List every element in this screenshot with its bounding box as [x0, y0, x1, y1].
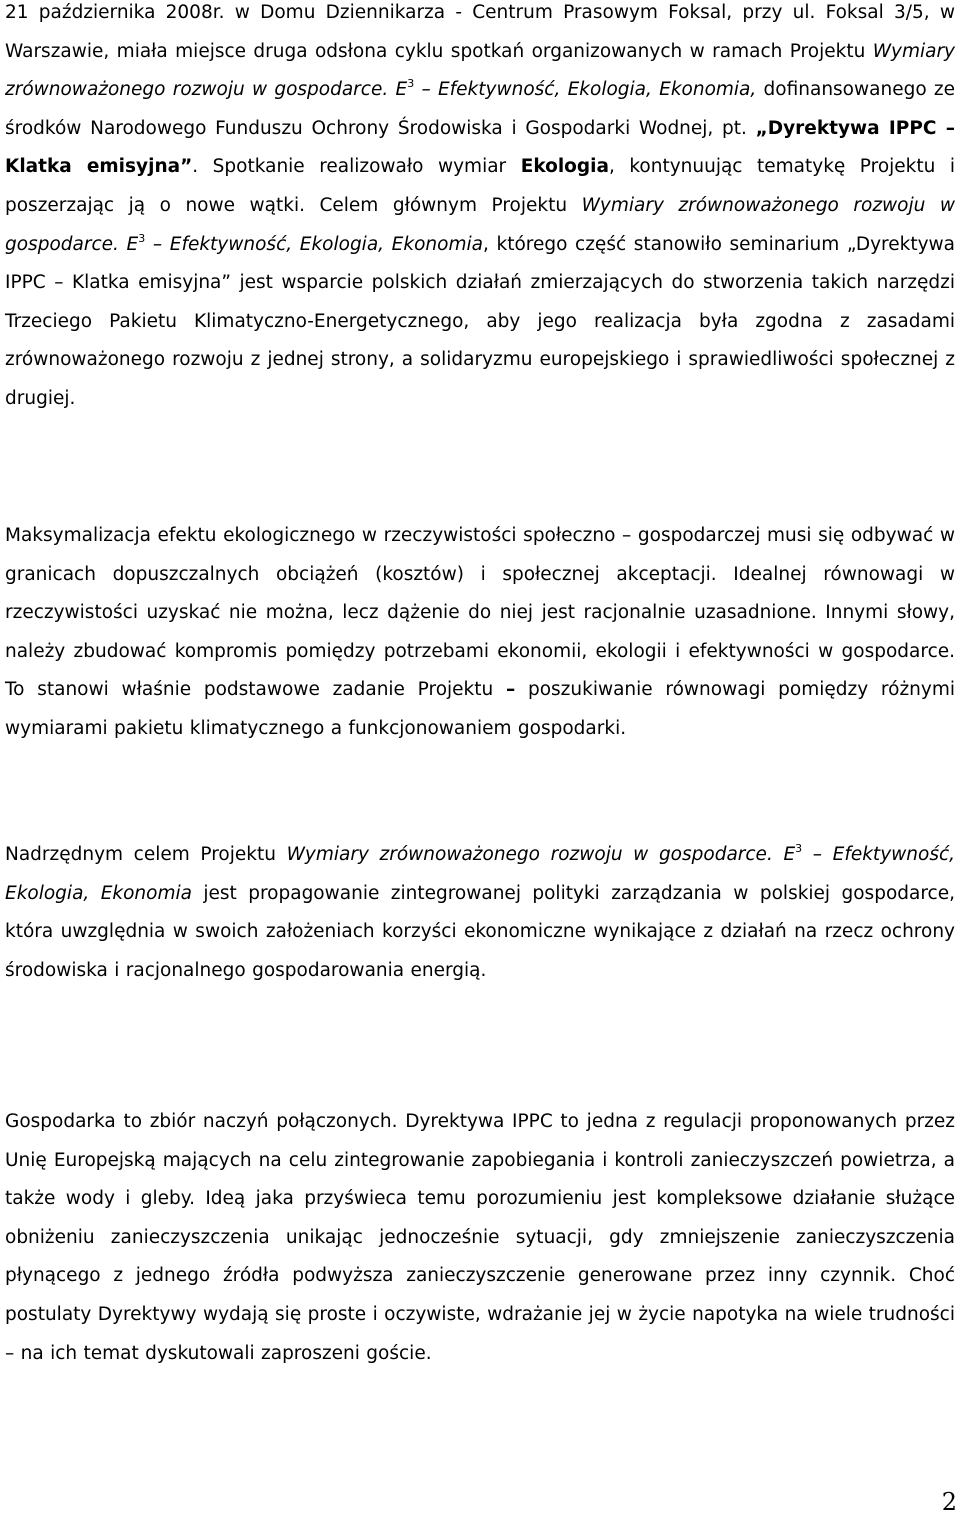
text-span: jest propagowanie zintegrowanej polityki zarządzania w polskiej gospodarce, która uwzględnia w swoich założeniach korzyści ekonomiczne wynikające z działań na rzecz ochrony środowiska i racjonalnego gospodarowania energią. — [5, 882, 955, 981]
project-subtitle: – Efektywność, Ekologia, Ekonomia, — [414, 79, 757, 101]
superscript: 3 — [407, 77, 415, 91]
superscript: 3 — [795, 842, 803, 855]
text-span: Maksymalizacja efektu ekologicznego w rzeczywistości społeczno – gospodarczej musi się odbywać w granicach dopuszczalnych obciążeń (kosztów) i społecznej akceptacji. Idealnej równowagi w rzeczywistości uzyskać nie można, lecz dążenie do niej jest racjonalnie uzasadnione. Innymi słowy, należy zbudować kompromis pomiędzy potrzebami ekonomii, ekologii i efektywności w gospodarce. To stanowi właśnie podstawowe zadanie Projektu — [5, 525, 955, 701]
dimension-name: Ekologia — [520, 156, 609, 178]
seminar-title: „Dyrektywa IPPC – Klatka emisyjna” — [5, 117, 955, 178]
text-span: , którego część stanowiło seminarium „Dyrektywa IPPC – Klatka emisyjna” jest wsparcie polskich działań zmierzających do stworzenia takich narzędzi Trzeciego Pakietu Klimatyczno-Energetycznego, aby jego realizacja była zgodna z zasadami zrównoważonego rozwoju z jednej strony, a solidaryzmu europejskiego i sprawiedliwości społecznej z drugiej. — [5, 233, 955, 409]
paragraph-4 — [5, 1103, 955, 1373]
text-span: Gospodarka to zbiór naczyń połączonych. Dyrektywa IPPC to jedna z regulacji proponowanych przez Unię Europejską mających na celu zintegrowanie zapobiegania i kontroli zanieczyszczeń powietrza, a także wody i gleby. Ideą jaka przyświeca temu porozumieniu jest kompleksowe działanie służące obniżeniu zanieczyszczenia unikając jednocześnie sytuacji, gdy zmniejszenie zanieczyszczenia płynącego z jednego źródła podwyższa zanieczyszczenie generowane przez inny czynnik. Choć postulaty Dyrektywy wydają się proste i oczywiste, wdrażanie jej w życie napotyka na wiele trudności – na ich temat dyskutowali zaproszeni goście. — [5, 1111, 955, 1364]
text-span: . Spotkanie realizowało wymiar — [192, 156, 521, 178]
page-number: 2 — [941, 1488, 957, 1516]
superscript: 3 — [138, 231, 146, 245]
paragraph-1 — [5, 0, 955, 419]
text-span: poszukiwanie równowagi pomiędzy różnymi wymiarami pakietu klimatycznego a funkcjonowaniem gospodarki. — [5, 679, 955, 739]
project-subtitle: – Efektywność, Ekologia, Ekonomia — [145, 233, 483, 255]
project-title: Wymiary zrównoważonego rozwoju w gospodarce. E — [5, 40, 955, 101]
text-span: 21 października 2008r. w Domu Dziennikarza - Centrum Prasowym Foksal, przy ul. Foksal 3/5, w Warszawie, miała miejsce druga odsłona cyklu spotkań organizowanych w ramach Projektu — [5, 2, 955, 62]
text-span: , kontynuując tematykę Projektu i poszerzając ją o nowe wątki. Celem głównym Projektu — [5, 156, 956, 216]
paragraph-3 — [5, 836, 955, 990]
project-subtitle: – Efektywność, Ekologia, Ekonomia — [5, 844, 956, 904]
text-span: dofinansowanego ze środków Narodowego Funduszu Ochrony Środowiska i Gospodarki Wodnej, pt. — [5, 79, 955, 139]
project-title: Wymiary zrównoważonego rozwoju w gospodarce. E — [286, 844, 796, 865]
paragraph-2 — [5, 517, 955, 749]
project-title: Wymiary zrównoważonego rozwoju w gospodarce. E — [5, 194, 955, 255]
dash: – — [505, 679, 516, 701]
text-span: Nadrzędnym celem Projektu — [5, 844, 287, 865]
